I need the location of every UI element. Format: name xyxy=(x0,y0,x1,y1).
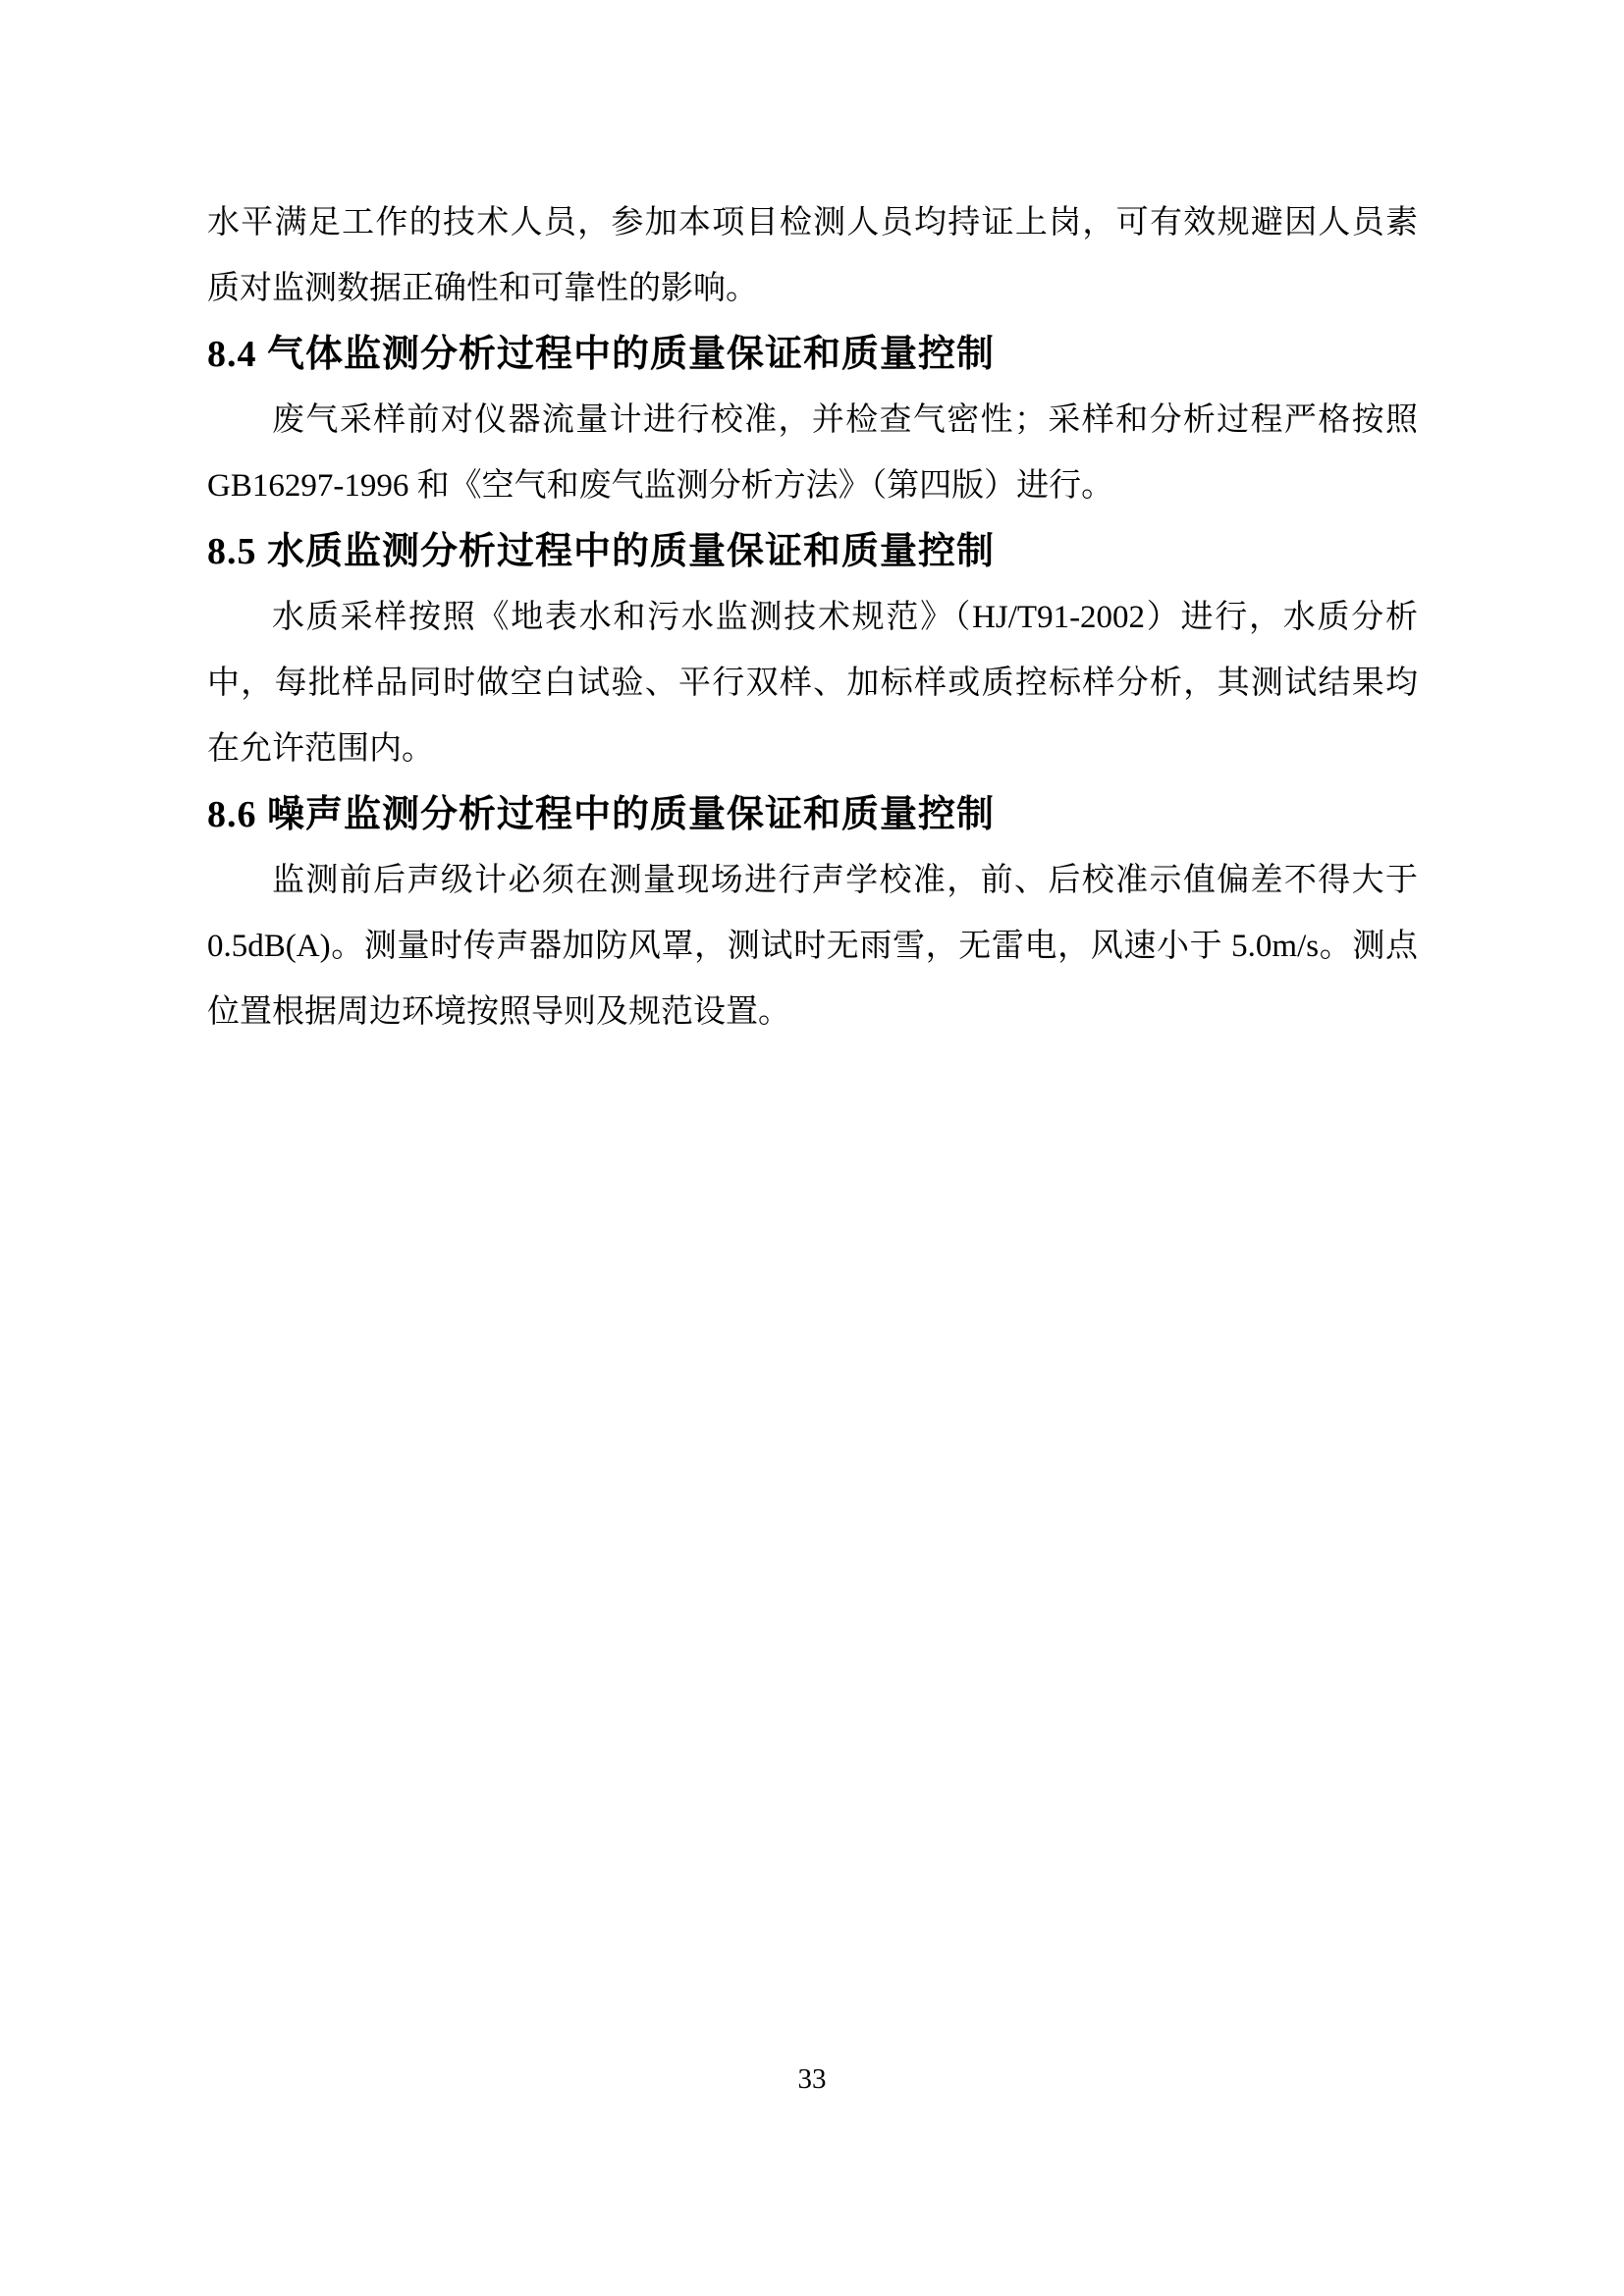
section-heading-8-6 xyxy=(207,782,1418,848)
section-heading-text: 8.5 水质监测分析过程中的质量保证和质量控制 xyxy=(207,531,996,572)
body-line: 位置根据周边环境按照导则及规范设置。 xyxy=(207,994,790,1030)
text-block xyxy=(207,190,1418,1045)
section-heading-text: 8.4 气体监测分析过程中的质量保证和质量控制 xyxy=(207,334,996,375)
intro-line: 质对监测数据正确性和可靠性的影响。 xyxy=(207,271,758,306)
section-heading-8-4 xyxy=(207,322,1418,388)
section-heading-8-5 xyxy=(207,519,1418,585)
body-line: 监测前后声级计必须在测量现场进行声学校准，前、后校准示值偏差不得大于 xyxy=(272,863,1418,898)
section-heading-text: 8.6 噪声监测分析过程中的质量保证和质量控制 xyxy=(207,794,996,835)
body-line: GB16297-1996 和《空气和废气监测分析方法》（第四版）进行。 xyxy=(207,468,1114,504)
body-line: 废气采样前对仪器流量计进行校准，并检查气密性；采样和分析过程严格按照 xyxy=(272,402,1418,438)
body-line: 水质采样按照《地表水和污水监测技术规范》（HJ/T91-2002）进行，水质分析 xyxy=(272,600,1418,635)
page-number: 33 xyxy=(797,2063,827,2095)
body-line: 中，每批样品同时做空白试验、平行双样、加标样或质控标样分析，其测试结果均 xyxy=(207,666,1418,701)
body-line: 0.5dB(A)。测量时传声器加防风罩，测试时无雨雪，无雷电，风速小于 5.0m/s。测点 xyxy=(207,929,1418,964)
body-line: 在允许范围内。 xyxy=(207,731,434,767)
intro-line: 水平满足工作的技术人员，参加本项目检测人员均持证上岗，可有效规避因人员素 xyxy=(207,205,1418,240)
